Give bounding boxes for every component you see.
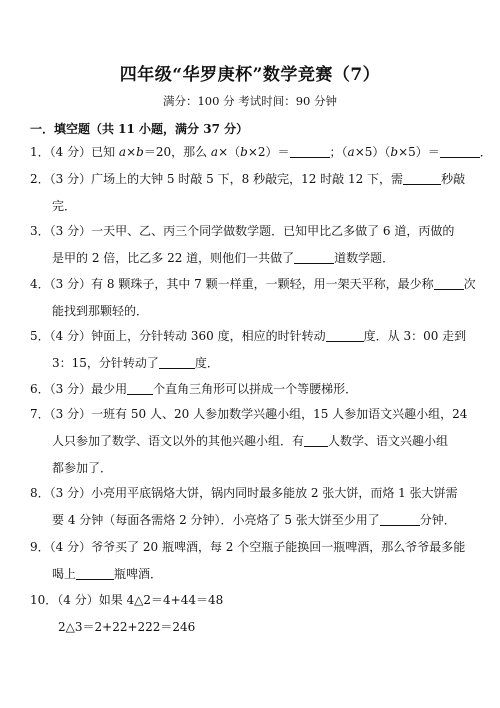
question-text: 次 [463,277,476,291]
question-text: 是甲的 2 倍，比乙多 22 道，则他们一共做了 [52,251,295,265]
variable-a: a [347,145,355,159]
question-text: ×5）＝ [398,145,440,159]
question-score: （3 分） [49,277,92,291]
answer-blank[interactable] [159,356,195,369]
section-heading: 一．填空题（共 11 小题，满分 37 分） [30,122,249,136]
question-score: （3 分） [49,224,92,238]
answer-blank[interactable] [290,145,330,158]
variable-b: b [240,145,248,159]
question-text: × [126,145,137,159]
question-number: 7． [30,407,50,421]
question-text: 要 4 分钟（每面各需烙 2 分钟）．小亮烙了 5 张大饼至少用了 [52,513,380,527]
question-number: 1． [30,145,50,159]
question-text: 能找到那颗轻的． [52,304,149,318]
question-text: 都参加了． [52,461,113,475]
question-score: （4 分） [49,329,92,343]
question-text: 小亮用平底锅烙大饼，锅内同时最多能放 2 张大饼，而烙 1 张大饼需 [91,486,458,500]
question-text: 钟面上，分针转动 360 度，相应的时针转动 [91,329,326,343]
question-7 [30,401,470,482]
question-text: 个直角三角形可以拼成一个等腰梯形． [153,382,358,396]
variable-a: a [210,145,219,159]
question-number: 5． [30,329,50,343]
question-text: 如果 4△2＝4+44＝48 [98,593,224,607]
question-text: 3：15，分针转动了 [52,356,159,370]
question-text: 已知 [91,145,119,159]
question-text: 爷爷买了 20 瓶啤酒，每 2 个空瓶子能换回一瓶啤酒，那么爷爷最多能 [91,540,466,554]
question-text: 度．从 3：00 走到 [363,329,467,343]
answer-blank[interactable] [76,567,114,580]
question-number: 10． [30,593,58,607]
question-text: 秒敲 [441,172,466,186]
exam-info: 满分：100 分 考试时间：90 分钟 [162,94,338,108]
question-text: 道数学题． [334,251,395,265]
answer-blank[interactable] [127,382,153,395]
question-6 [30,376,470,403]
question-text: 有 8 颗珠子，其中 7 颗一样重，一颗轻，用一架天平称，最少称 [91,277,434,291]
question-number: 6． [30,382,50,396]
answer-blank[interactable] [304,434,328,447]
answer-blank[interactable] [326,329,364,342]
answer-blank[interactable] [434,277,464,290]
question-5 [30,323,470,377]
question-text: ． [479,145,492,159]
variable-a: a [118,145,127,159]
question-text: 度． [194,356,219,370]
answer-blank[interactable] [294,251,334,264]
question-3 [30,218,470,272]
question-9 [30,534,470,588]
variable-b: b [390,145,399,159]
question-10 [30,587,470,641]
variable-b: b [136,145,144,159]
question-text: ＝20，那么 [143,145,211,159]
question-score: （4 分） [49,145,92,159]
question-text: 人数学、语文兴趣小组 [328,434,449,448]
question-4 [30,271,476,325]
question-1 [30,139,492,166]
answer-blank[interactable] [403,172,441,185]
question-score: （4 分） [57,593,99,607]
question-2 [30,166,470,220]
question-score: （3 分） [49,382,92,396]
question-number: 8． [30,486,50,500]
question-8 [30,480,470,534]
question-number: 4． [30,277,50,291]
question-text: ×（ [218,145,241,159]
page-title: 四年级“华罗庚杯”数学竞赛（7） [119,65,381,85]
question-text: 最少用 [91,382,128,396]
question-text: 瓶啤酒． [114,567,163,581]
question-text: 完． [52,199,77,213]
question-text: ；（ [329,145,348,159]
question-text: ×5）（ [354,145,391,159]
question-score: （3 分） [49,407,92,421]
question-score: （4 分） [49,540,92,554]
question-number: 9． [30,540,50,554]
question-text: 人只参加了数学、语文以外的其他兴趣小组．有 [52,434,305,448]
answer-blank[interactable] [380,513,420,526]
question-number: 2． [30,172,50,186]
question-text: ×2）＝ [247,145,290,159]
question-number: 3． [30,224,50,238]
question-text: 一班有 50 人、20 人参加数学兴趣小组，15 人参加语文兴趣小组，24 [91,407,468,421]
question-text: 广场上的大钟 5 时敲 5 下，8 秒敲完，12 时敲 12 下，需 [91,172,404,186]
question-text: 2△3＝2+22+222＝246 [58,620,196,634]
answer-blank[interactable] [440,145,480,158]
question-score: （3 分） [49,486,92,500]
question-text: 喝上 [52,567,77,581]
question-text: 分钟． [419,513,456,527]
question-score: （3 分） [49,172,92,186]
question-text: 一天甲、乙、丙三个同学做数学题．已知甲比乙多做了 6 道，丙做的 [91,224,455,238]
